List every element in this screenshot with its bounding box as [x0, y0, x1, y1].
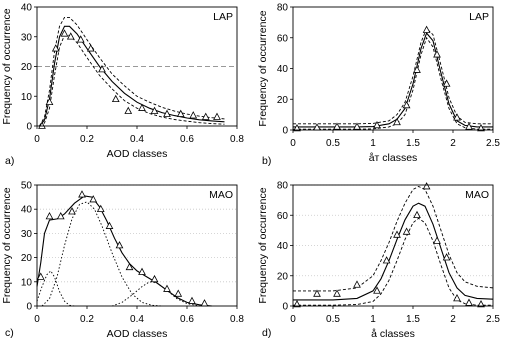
- series-line-solid: [40, 26, 225, 126]
- data-point: [68, 33, 74, 39]
- chart-panel-3: [1, 181, 244, 338]
- y-axis-label: Frequency of occurrence: [1, 187, 13, 304]
- data-point: [78, 36, 84, 42]
- data-point: [151, 276, 157, 282]
- data-point: [454, 295, 460, 301]
- data-point: [46, 213, 52, 219]
- data-point: [190, 112, 196, 118]
- x-tick-label: 1: [370, 138, 376, 149]
- x-axis-label: åт classes: [368, 152, 418, 164]
- x-axis-label: AOD classes: [106, 328, 168, 338]
- y-tick-label: 30: [20, 228, 32, 240]
- data-point: [354, 281, 360, 287]
- data-point: [466, 299, 472, 305]
- data-point: [414, 212, 420, 218]
- data-point: [139, 269, 145, 275]
- x-tick-label: 0.5: [326, 314, 340, 325]
- data-point: [58, 213, 64, 219]
- series-line-solid: [293, 203, 493, 300]
- y-tick-label: 0: [282, 301, 288, 313]
- x-tick-label: 2.5: [486, 138, 500, 149]
- y-tick-label: 0: [282, 125, 288, 137]
- chart-panel-2: [257, 3, 500, 168]
- site-label: MAO: [465, 189, 489, 201]
- x-tick-label: 0: [34, 134, 40, 145]
- data-point: [98, 206, 104, 212]
- site-label: MAO: [209, 189, 233, 201]
- x-tick-label: 0: [290, 138, 296, 149]
- data-point: [79, 191, 85, 197]
- data-point: [423, 26, 429, 32]
- series-line-dashed: [293, 218, 493, 305]
- x-tick-label: 2: [450, 314, 456, 325]
- site-label: LAP: [213, 11, 233, 23]
- y-tick-label: 30: [20, 32, 32, 44]
- panel-tag: a): [5, 155, 15, 167]
- y-tick-label: 20: [276, 94, 288, 106]
- data-point: [113, 96, 119, 102]
- x-tick-label: 0.4: [130, 134, 144, 145]
- plot-frame: [293, 7, 493, 130]
- y-tick-label: 60: [276, 33, 288, 45]
- x-axis-label: AOD classes: [106, 148, 168, 160]
- y-tick-label: 40: [276, 241, 288, 252]
- y-tick-label: 80: [276, 180, 288, 192]
- y-tick-label: 60: [276, 210, 288, 222]
- y-tick-label: 40: [20, 2, 32, 14]
- x-tick-label: 0: [34, 314, 40, 325]
- x-tick-label: 0.6: [180, 314, 194, 325]
- x-tick-label: 0.8: [230, 314, 244, 325]
- chart-panel-4: [257, 181, 500, 338]
- y-tick-label: 50: [20, 180, 32, 192]
- data-point: [106, 223, 112, 229]
- x-tick-label: 0.2: [80, 134, 94, 145]
- y-tick-label: 10: [20, 277, 32, 289]
- y-axis-label: Frequency of occurrence: [257, 187, 269, 304]
- data-point: [334, 290, 340, 296]
- data-point: [126, 264, 132, 270]
- data-point: [403, 228, 409, 234]
- series-line-dashed: [40, 17, 225, 126]
- y-tick-label: 20: [20, 253, 32, 265]
- x-tick-label: 2.5: [486, 314, 500, 325]
- data-point: [423, 183, 429, 189]
- y-tick-label: 0: [26, 301, 32, 313]
- data-point: [201, 300, 207, 306]
- plot-frame: [37, 185, 237, 306]
- series-line-solid: [293, 33, 493, 127]
- data-point: [434, 237, 440, 243]
- x-tick-label: 0.4: [130, 314, 144, 325]
- x-axis-label: å classes: [371, 328, 415, 338]
- site-label: LAP: [469, 11, 489, 23]
- data-point: [175, 290, 181, 296]
- x-tick-label: 1.5: [406, 314, 420, 325]
- x-tick-label: 0.2: [80, 314, 94, 325]
- series-line-dashed: [293, 38, 493, 129]
- y-axis-label: Frequency of occurrence: [1, 8, 13, 125]
- chart-panel-1: [1, 3, 244, 168]
- series-line-dashed: [293, 29, 493, 124]
- y-tick-label: 20: [20, 62, 32, 73]
- data-point: [189, 298, 195, 304]
- panel-tag: c): [5, 327, 14, 338]
- data-point: [443, 80, 449, 86]
- y-tick-label: 40: [20, 204, 32, 216]
- panel-tag: b): [262, 155, 272, 167]
- series-line-dashed: [293, 187, 493, 291]
- series-line-dashed: [40, 35, 225, 126]
- y-tick-label: 40: [276, 64, 288, 75]
- x-tick-label: 2: [450, 138, 456, 149]
- x-tick-label: 0.8: [230, 134, 244, 145]
- panel-tag: d): [262, 327, 272, 338]
- y-tick-label: 10: [20, 91, 32, 103]
- x-tick-label: 0.5: [326, 138, 340, 149]
- data-point: [125, 108, 131, 114]
- x-tick-label: 1: [370, 314, 376, 325]
- y-tick-label: 0: [26, 121, 32, 133]
- y-tick-label: 80: [276, 2, 288, 14]
- x-tick-label: 0: [290, 314, 296, 325]
- x-tick-label: 1.5: [406, 138, 420, 149]
- y-axis-label: Frequency of occurrence: [257, 10, 269, 127]
- x-tick-label: 0.6: [180, 134, 194, 145]
- data-point: [214, 113, 220, 119]
- y-tick-label: 20: [276, 271, 288, 283]
